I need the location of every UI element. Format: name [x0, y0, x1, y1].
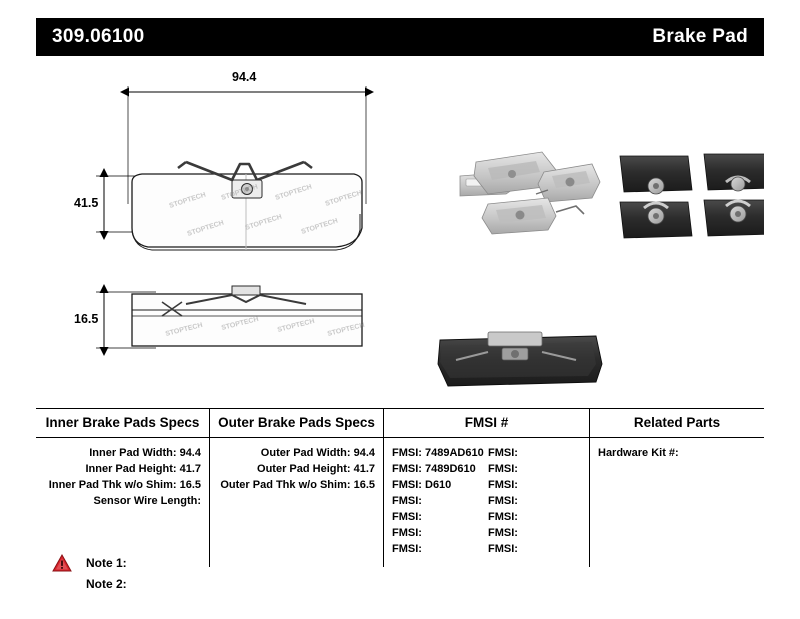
inner-spec-row: Inner Pad Width: 94.4	[89, 447, 201, 459]
cell-related-parts	[590, 438, 764, 567]
outer-spec-row: Outer Pad Thk w/o Shim: 16.5	[220, 479, 375, 491]
notes-section	[52, 552, 127, 594]
inner-spec-row: Inner Pad Thk w/o Shim: 16.5	[48, 479, 201, 491]
cell-inner-specs	[36, 438, 210, 567]
svg-text:STOPTECH: STOPTECH	[326, 321, 366, 338]
svg-text:STOPTECH: STOPTECH	[164, 321, 204, 338]
outer-spec-row: Outer Pad Width: 94.4	[260, 447, 375, 459]
fmsi-right: FMSI:	[488, 511, 518, 523]
fmsi-left: FMSI:	[392, 543, 422, 555]
fmsi-row	[392, 525, 581, 541]
fmsi-row	[392, 493, 581, 509]
svg-text:STOPTECH: STOPTECH	[220, 183, 259, 202]
pad-photo-group-right	[620, 154, 764, 238]
fmsi-left: FMSI: D610	[392, 479, 452, 491]
fmsi-left: FMSI:	[392, 527, 422, 539]
svg-text:STOPTECH: STOPTECH	[300, 217, 339, 236]
note-row	[52, 552, 127, 573]
note-row	[52, 573, 127, 594]
related-part-row: Hardware Kit #:	[598, 447, 679, 459]
dimension-height: 41.5	[74, 196, 99, 210]
column-header-fmsi: FMSI #	[384, 409, 590, 437]
fmsi-right: FMSI:	[488, 495, 518, 507]
svg-text:STOPTECH: STOPTECH	[324, 189, 363, 208]
column-header-inner-specs: Inner Brake Pads Specs	[36, 409, 210, 437]
fmsi-row	[392, 445, 581, 461]
fmsi-right: FMSI:	[488, 479, 518, 491]
part-number: 309.06100	[52, 26, 145, 47]
specs-table-header-row	[36, 409, 764, 438]
note-label: Note 1:	[86, 555, 127, 570]
inner-spec-row: Inner Pad Height: 41.7	[85, 463, 201, 475]
cell-outer-specs	[210, 438, 384, 567]
drawing-svg	[36, 64, 764, 394]
fmsi-left: FMSI: 7489D610	[392, 463, 476, 475]
fmsi-left: FMSI:	[392, 495, 422, 507]
fmsi-right: FMSI:	[488, 527, 518, 539]
svg-text:STOPTECH: STOPTECH	[274, 183, 313, 202]
technical-drawing	[36, 64, 764, 394]
fmsi-row	[392, 477, 581, 493]
specs-table	[36, 408, 764, 567]
dimension-width: 94.4	[232, 70, 257, 84]
fmsi-row	[392, 461, 581, 477]
fmsi-left: FMSI: 7489AD610	[392, 447, 484, 459]
fmsi-row	[392, 509, 581, 525]
outer-spec-row: Outer Pad Height: 41.7	[257, 463, 375, 475]
svg-text:STOPTECH: STOPTECH	[244, 213, 283, 232]
svg-text:STOPTECH: STOPTECH	[276, 317, 316, 334]
fmsi-left: FMSI:	[392, 511, 422, 523]
fmsi-right: FMSI:	[488, 543, 518, 555]
fmsi-row	[392, 541, 581, 557]
column-header-outer-specs: Outer Brake Pads Specs	[210, 409, 384, 437]
document-type: Brake Pad	[652, 26, 748, 47]
pad-photo-single	[438, 332, 602, 386]
pad-side-view	[96, 286, 365, 348]
pad-front-view	[132, 162, 363, 250]
svg-text:STOPTECH: STOPTECH	[220, 315, 260, 332]
inner-spec-row: Sensor Wire Length:	[93, 495, 201, 507]
pad-photo-group-left	[460, 152, 600, 234]
specs-table-body	[36, 438, 764, 567]
svg-text:STOPTECH: STOPTECH	[186, 219, 225, 238]
note-label: Note 2:	[86, 576, 127, 591]
document-header	[36, 18, 764, 56]
fmsi-right: FMSI:	[488, 463, 518, 475]
svg-text:STOPTECH: STOPTECH	[168, 191, 207, 210]
fmsi-right: FMSI:	[488, 447, 518, 459]
cell-fmsi	[384, 438, 590, 567]
warning-icon	[52, 554, 72, 572]
dimension-thickness: 16.5	[74, 312, 99, 326]
column-header-related-parts: Related Parts	[633, 415, 721, 430]
